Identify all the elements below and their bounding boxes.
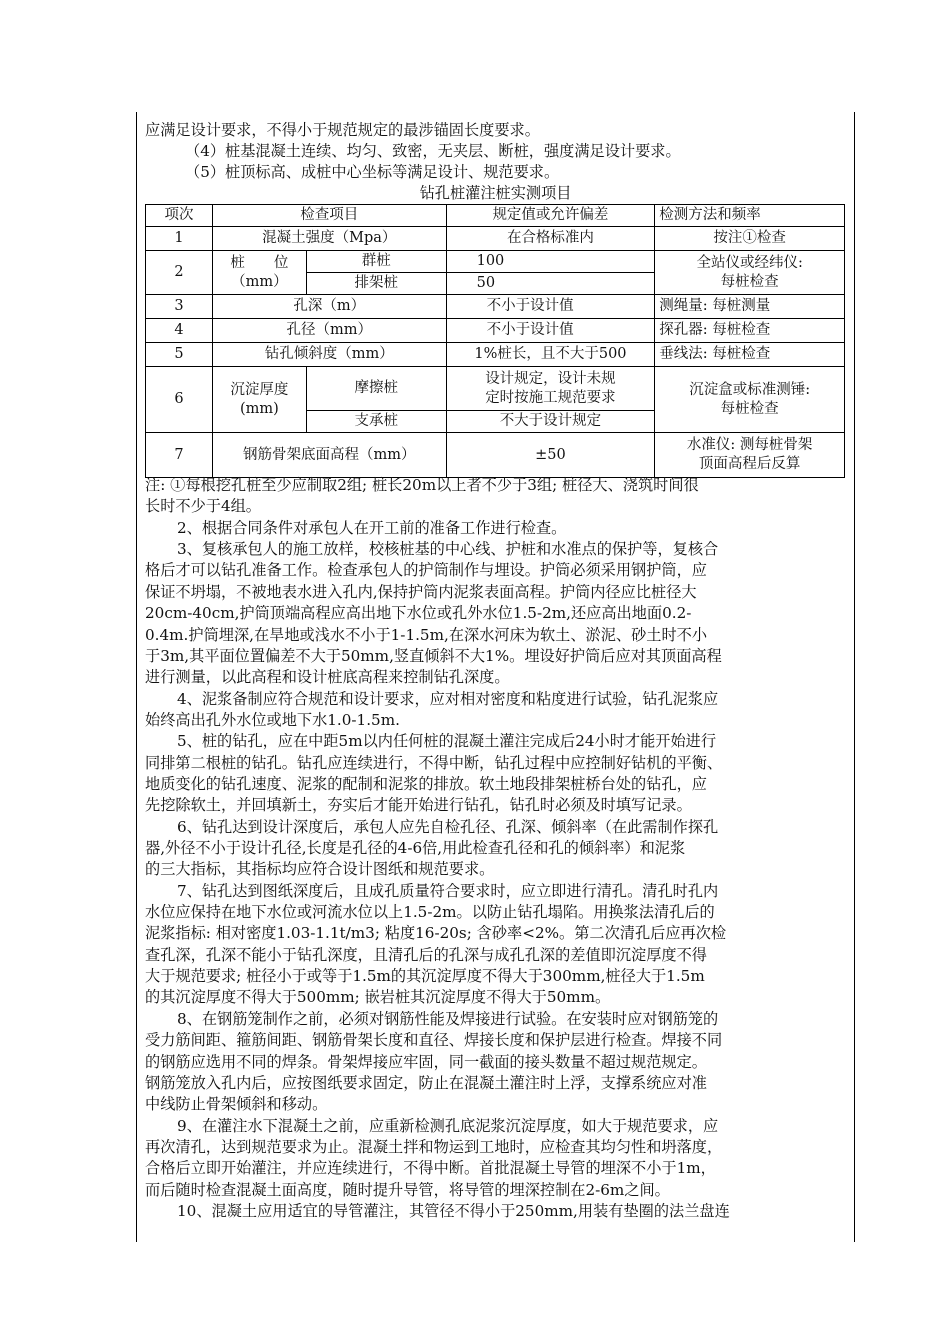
text-line: 而后随时检查混凝土面高度，随时提升导管，将导管的埋深控制在2-6m之间。 — [145, 1180, 670, 1199]
row-number: 4 — [146, 319, 213, 343]
row-number: 7 — [146, 433, 213, 478]
text-line: 始终高出孔外水位或地下水1.0-1.5m. — [145, 710, 400, 729]
text-line: 保证不坍塌，不被地表水进入孔内,保持护筒内泥浆表面高程。护筒内径应比桩径大 — [145, 582, 697, 601]
sub-item: 支承桩 — [306, 411, 446, 433]
table-row — [146, 343, 845, 367]
check-item: 混凝土强度（Mpa） — [212, 227, 446, 251]
header-cell: 规定值或允许偏差 — [446, 205, 655, 227]
text-line: 合格后立即开始灌注，并应连续进行，不得中断。首批混凝土导管的埋深不小于1m， — [145, 1159, 716, 1178]
allowed-value: 100 — [446, 251, 655, 273]
text-line: 泥浆指标: 相对密度1.03-1.1t/m3; 粘度16-20s; 含砂率<2%。第二次清孔后应再次检 — [145, 924, 727, 943]
text-line: 的其沉淀厚度不得大于500mm; 嵌岩桩其沉淀厚度不得大于50mm。 — [145, 988, 611, 1007]
text-line: 应满足设计要求，不得小于规范规定的最涉锚固长度要求。 — [145, 121, 540, 139]
check-item — [212, 251, 306, 295]
allowed-value — [446, 367, 655, 411]
allowed-value: 不小于设计值 — [446, 319, 655, 343]
allowed-value: 不小于设计值 — [446, 295, 655, 319]
row-number: 6 — [146, 367, 213, 433]
text-line: 8、在钢筋笼制作之前，必须对钢筋性能及焊接进行试验。在安装时应对钢筋笼的 — [177, 1009, 719, 1028]
text-line: 地质变化的钻孔速度、泥浆的配制和泥浆的排放。软土地段排架桩桥台处的钻孔，应 — [145, 774, 707, 793]
table-header-row — [146, 205, 845, 227]
check-method: 探孔器: 每桩检查 — [655, 319, 845, 343]
table-row — [146, 433, 845, 478]
allowed-value: 在合格标准内 — [446, 227, 655, 251]
text-line: 于3m,其平面位置偏差不大于50mm,竖直倾斜不大1%。埋设好护筒后应对其顶面高程 — [145, 646, 722, 665]
table-row — [146, 295, 845, 319]
check-method-line: 沉淀盒或标准测锤: — [689, 381, 811, 398]
check-method: 垂线法: 每桩检查 — [655, 343, 845, 367]
text-line: 注: ①每根挖孔桩至少应制取2组; 桩长20m以上者不少于3组; 桩径大、浇筑时间很 — [145, 476, 699, 494]
text-line: 4、泥浆备制应符合规范和设计要求，应对相对密度和粘度进行试验，钻孔泥浆应 — [177, 689, 719, 708]
text-line: 钢筋笼放入孔内后，应按图纸要求固定，防止在混凝土灌注时上浮，支撑系统应对准 — [145, 1073, 707, 1092]
text-line: 同排第二根桩的钻孔。钻孔应连续进行，不得中断，钻孔过程中应控制好钻机的平衡、 — [145, 753, 723, 772]
text-line: 器,外径不小于设计孔径,长度是孔径的4-6倍,用此检查孔径和孔的倾斜率）和泥浆 — [145, 839, 686, 857]
text-line: 3、复核承包人的施工放样，校核桩基的中心线、护桩和水准点的保护等，复核合 — [177, 540, 719, 558]
check-method — [655, 367, 845, 433]
check-method — [655, 251, 845, 295]
check-method-line: 每桩检查 — [720, 273, 779, 290]
check-method: 按注①检查 — [655, 227, 845, 251]
sub-item: 排架桩 — [306, 273, 446, 295]
allowed-value: 1%桩长，且不大于500 — [446, 343, 655, 367]
text-line: （4）桩基混凝土连续、均匀、致密，无夹层、断桩，强度满足设计要求。 — [185, 142, 681, 160]
allowed-value: 不大于设计规定 — [446, 411, 655, 433]
text-line: 2、根据合同条件对承包人在开工前的准备工作进行检查。 — [177, 518, 567, 537]
table-row — [146, 227, 845, 251]
table-caption: 钻孔桩灌注桩实测项目 — [419, 184, 572, 202]
table-row — [146, 367, 845, 411]
sub-item: 群桩 — [306, 251, 446, 273]
row-number: 5 — [146, 343, 213, 367]
allowed-value-line: 设计规定，设计未规 — [485, 370, 616, 387]
sub-item: 摩擦桩 — [306, 367, 446, 411]
inspection-table — [145, 204, 845, 478]
text-line: 受力筋间距、箍筋间距、钢筋骨架长度和直径、焊接长度和保护层进行检查。焊接不同 — [145, 1031, 723, 1050]
check-method-line: 顶面高程后反算 — [698, 456, 801, 472]
check-method: 测绳量: 每桩测量 — [655, 295, 845, 319]
text-line: 再次清孔，达到规范要求为止。混凝土拌和物运到工地时，应检查其均匀性和坍落度， — [145, 1137, 723, 1156]
text-line: 20cm-40cm,护筒顶端高程应高出地下水位或孔外水位1.5-2m,还应高出地面0.2- — [145, 604, 692, 623]
text-line: 9、在灌注水下混凝土之前，应重新检测孔底泥浆沉淀厚度，如大于规范要求，应 — [177, 1116, 719, 1135]
text-line: 的钢筋应选用不同的焊条。骨架焊接应牢固，同一截面的接头数量不超过规范规定。 — [145, 1052, 707, 1071]
text-line: 先挖除软土，并回填新土，夯实后才能开始进行钻孔，钻孔时必须及时填写记录。 — [145, 796, 692, 815]
table-row — [146, 251, 845, 273]
text-line: 0.4m.护筒埋深,在旱地或浅水不小于1-1.5m,在深水河床为软土、淤泥、砂土时不小 — [145, 625, 708, 644]
allowed-value-line: 定时按施工规范要求 — [485, 389, 616, 406]
allowed-value: ±50 — [446, 433, 655, 478]
text-line: 7、钻孔达到图纸深度后，且成孔质量符合要求时，应立即进行清孔。清孔时孔内 — [177, 881, 719, 900]
text-line: 6、钻孔达到设计深度后，承包人应先自检孔径、孔深、倾斜率（在此需制作探孔 — [177, 817, 719, 836]
text-line: 进行测量，以此高程和设计桩底高程来控制钻孔深度。 — [145, 668, 510, 687]
header-cell: 检测方法和频率 — [655, 205, 845, 227]
header-cell: 检查项目 — [212, 205, 446, 227]
row-number: 2 — [146, 251, 213, 295]
text-line: 的三大指标，其指标均应符合设计图纸和规范要求。 — [145, 860, 495, 879]
check-item-line: （mm） — [231, 273, 288, 290]
row-number: 3 — [146, 295, 213, 319]
text-line: 长时不少于4组。 — [145, 497, 261, 516]
text-line: （5）桩顶标高、成桩中心坐标等满足设计、规范要求。 — [185, 163, 560, 181]
allowed-value: 50 — [446, 273, 655, 295]
check-method-line: 全站仪或经纬仪: — [696, 254, 803, 271]
text-line: 10、混凝土应用适宜的导管灌注，其管径不得小于250mm,用装有垫圈的法兰盘连 — [177, 1201, 730, 1220]
check-method-line: 水准仪: 测每桩骨架 — [686, 437, 813, 453]
text-line: 查孔深，孔深不能小于钻孔深度，且清孔后的孔深与成孔孔深的差值即沉淀厚度不得 — [145, 945, 707, 964]
text-line: 中线防止骨架倾斜和移动。 — [145, 1095, 328, 1114]
row-number: 1 — [146, 227, 213, 251]
text-line: 大于规范要求; 桩径小于或等于1.5m的其沉淀厚度不得大于300mm,桩径大于1.5m — [145, 967, 705, 985]
check-item: 沉淀厚度(mm) — [212, 367, 306, 433]
header-cell: 项次 — [146, 205, 213, 227]
text-line: 格后才可以钻孔准备工作。检查承包人的护筒制作与埋设。护筒必须采用钢护筒，应 — [145, 561, 707, 580]
table-row — [146, 319, 845, 343]
text-line: 5、桩的钻孔，应在中距5m以内任何桩的混凝土灌注完成后24小时才能开始进行 — [177, 732, 717, 751]
check-item: 孔深（m） — [212, 295, 446, 319]
check-method — [655, 433, 845, 478]
text-line: 水位应保持在地下水位或河流水位以上1.5-2m。以防止钻孔塌陷。用换浆法清孔后的 — [145, 903, 715, 921]
check-item-line: 桩 位 — [230, 254, 289, 271]
check-method-line: 每桩检查 — [720, 400, 779, 417]
check-item: 钻孔倾斜度（mm） — [212, 343, 446, 367]
check-item: 孔径（mm） — [212, 319, 446, 343]
check-item: 钢筋骨架底面高程（mm） — [212, 433, 446, 478]
